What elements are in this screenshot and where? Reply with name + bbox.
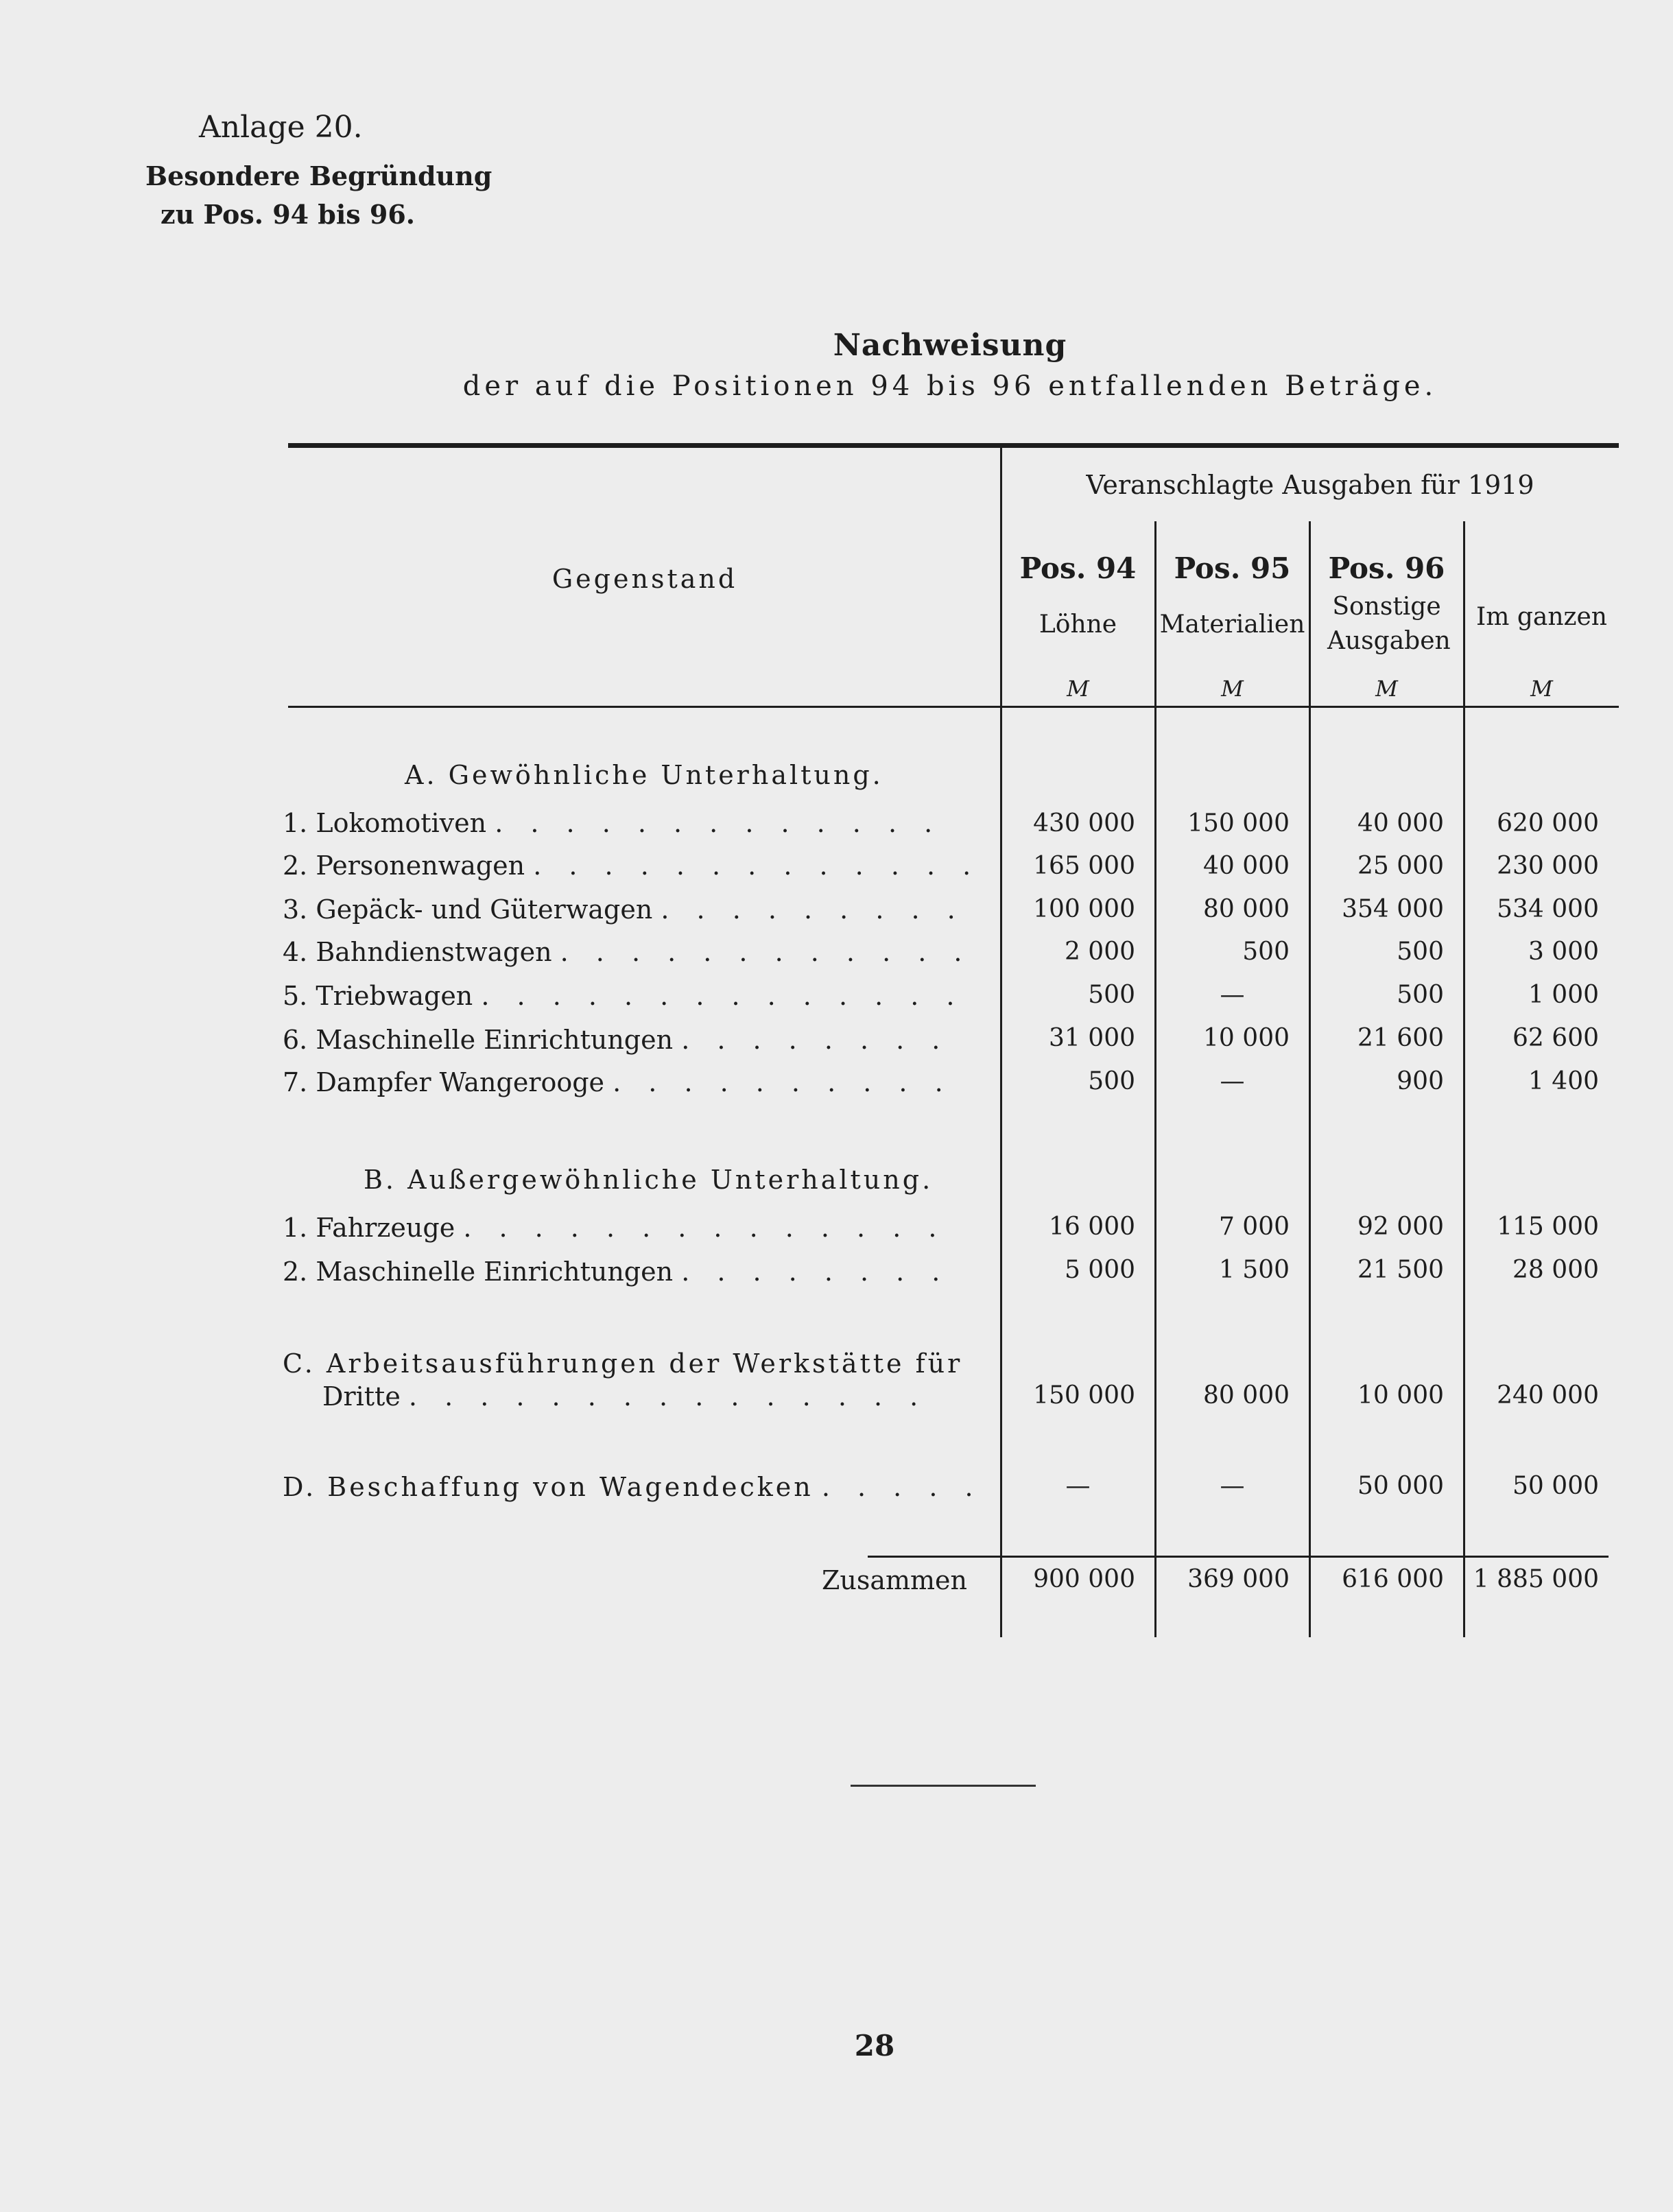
row-label: Dritte . . . . . . . . . . . . . . .: [322, 1381, 928, 1412]
cell-value: 50 000: [1357, 1472, 1444, 1500]
page-number: 28: [854, 2029, 895, 2062]
sum-label: Zusammen: [821, 1565, 967, 1595]
cell-value: 500: [1397, 938, 1444, 966]
cell-value: 92 000: [1357, 1213, 1444, 1241]
section-c-heading: C. Arbeitsausführungen der Werkstätte für: [283, 1348, 963, 1379]
column-header-pos96: Pos. 96: [1328, 551, 1445, 585]
cell-value: 7 000: [1218, 1213, 1290, 1241]
cell-value: 534 000: [1497, 895, 1599, 923]
cell-value: 354 000: [1342, 895, 1444, 923]
table-sum-rule: [868, 1556, 1609, 1558]
row-label: 6. Maschinelle Einrichtungen . . . . . . . .: [283, 1025, 950, 1055]
position-reference: zu Pos. 94 bis 96.: [161, 199, 416, 230]
column-subheader-loehne: Löhne: [1039, 610, 1117, 639]
column-subheader-im-ganzen: Im ganzen: [1476, 603, 1607, 631]
row-label: 7. Dampfer Wangerooge . . . . . . . . . .: [283, 1067, 953, 1097]
cell-value: 620 000: [1497, 809, 1599, 837]
cell-value: 900: [1397, 1067, 1444, 1095]
cell-value: 3 000: [1528, 938, 1599, 966]
row-label: 2. Maschinelle Einrichtungen . . . . . . . .: [283, 1257, 950, 1287]
cell-value: 50 000: [1512, 1472, 1599, 1500]
cell-value: 100 000: [1033, 895, 1135, 923]
cell-value: 115 000: [1497, 1213, 1599, 1241]
cell-value: 80 000: [1203, 1381, 1290, 1410]
cell-value: 150 000: [1187, 809, 1290, 837]
cell-value: 500: [1088, 1067, 1135, 1095]
row-label: 1. Fahrzeuge . . . . . . . . . . . . . .: [283, 1213, 947, 1243]
cell-value: —: [1220, 981, 1245, 1009]
sum-value: 616 000: [1342, 1565, 1444, 1593]
cell-value: 165 000: [1033, 852, 1135, 880]
justification-label: Besondere Begründung: [145, 160, 493, 191]
section-d-heading: D. Beschaffung von Wagendecken . . . . .: [283, 1472, 983, 1502]
cell-value: 10 000: [1357, 1381, 1444, 1410]
cell-value: 21 500: [1357, 1256, 1444, 1284]
column-header-gegenstand: Gegenstand: [551, 564, 738, 594]
cell-value: —: [1065, 1472, 1091, 1500]
cell-value: 28 000: [1512, 1256, 1599, 1284]
cell-value: —: [1220, 1472, 1245, 1500]
annex-label: Anlage 20.: [199, 110, 363, 145]
cell-value: 1 500: [1218, 1256, 1290, 1284]
table-header-rule: [288, 706, 1619, 708]
column-subheader-sonstige: Sonstige Ausgaben: [1327, 593, 1451, 655]
page-subtitle: der auf die Positionen 94 bis 96 entfallenden Beträge.: [462, 370, 1438, 402]
unit-label: M: [1221, 676, 1244, 702]
span-header: Veranschlagte Ausgaben für 1919: [1086, 470, 1534, 500]
cell-value: 2 000: [1064, 938, 1135, 966]
cell-value: 40 000: [1203, 852, 1290, 880]
cell-value: 25 000: [1357, 852, 1444, 880]
cell-value: 40 000: [1357, 809, 1444, 837]
cell-value: 150 000: [1033, 1381, 1135, 1410]
cell-value: 500: [1088, 981, 1135, 1009]
cell-value: 500: [1242, 938, 1290, 966]
closing-rule: [851, 1785, 1036, 1787]
page-title: Nachweisung: [833, 328, 1067, 363]
cell-value: —: [1220, 1067, 1245, 1095]
cell-value: 5 000: [1064, 1256, 1135, 1284]
cell-value: 10 000: [1203, 1024, 1290, 1052]
cell-value: 62 600: [1512, 1024, 1599, 1052]
sum-value: 900 000: [1033, 1565, 1135, 1593]
cell-value: 21 600: [1357, 1024, 1444, 1052]
row-label: 2. Personenwagen . . . . . . . . . . . . .: [283, 851, 981, 881]
cell-value: 1 400: [1528, 1067, 1599, 1095]
unit-label: M: [1375, 676, 1398, 702]
cell-value: 230 000: [1497, 852, 1599, 880]
cell-value: 16 000: [1049, 1213, 1135, 1241]
column-header-pos94: Pos. 94: [1019, 551, 1137, 585]
table-top-rule: [288, 443, 1619, 448]
row-label: 3. Gepäck- und Güterwagen . . . . . . . . .: [283, 894, 965, 925]
unit-label: M: [1067, 676, 1089, 702]
cell-value: 31 000: [1049, 1024, 1135, 1052]
unit-label: M: [1530, 676, 1553, 702]
row-label: 1. Lokomotiven . . . . . . . . . . . . .: [283, 808, 942, 838]
column-header-pos95: Pos. 95: [1174, 551, 1291, 585]
cell-value: 500: [1397, 981, 1444, 1009]
cell-value: 80 000: [1203, 895, 1290, 923]
section-b-heading: B. Außergewöhnliche Unterhaltung.: [364, 1165, 934, 1195]
row-label: 5. Triebwagen . . . . . . . . . . . . . .: [283, 981, 964, 1011]
sum-value: 1 885 000: [1473, 1565, 1599, 1593]
cell-value: 240 000: [1497, 1381, 1599, 1410]
sum-value: 369 000: [1187, 1565, 1290, 1593]
cell-value: 1 000: [1528, 981, 1599, 1009]
cell-value: 430 000: [1033, 809, 1135, 837]
column-subheader-materialien: Materialien: [1159, 610, 1305, 639]
section-a-heading: A. Gewöhnliche Unterhaltung.: [405, 760, 883, 790]
row-label: 4. Bahndienstwagen . . . . . . . . . . . .: [283, 937, 972, 967]
